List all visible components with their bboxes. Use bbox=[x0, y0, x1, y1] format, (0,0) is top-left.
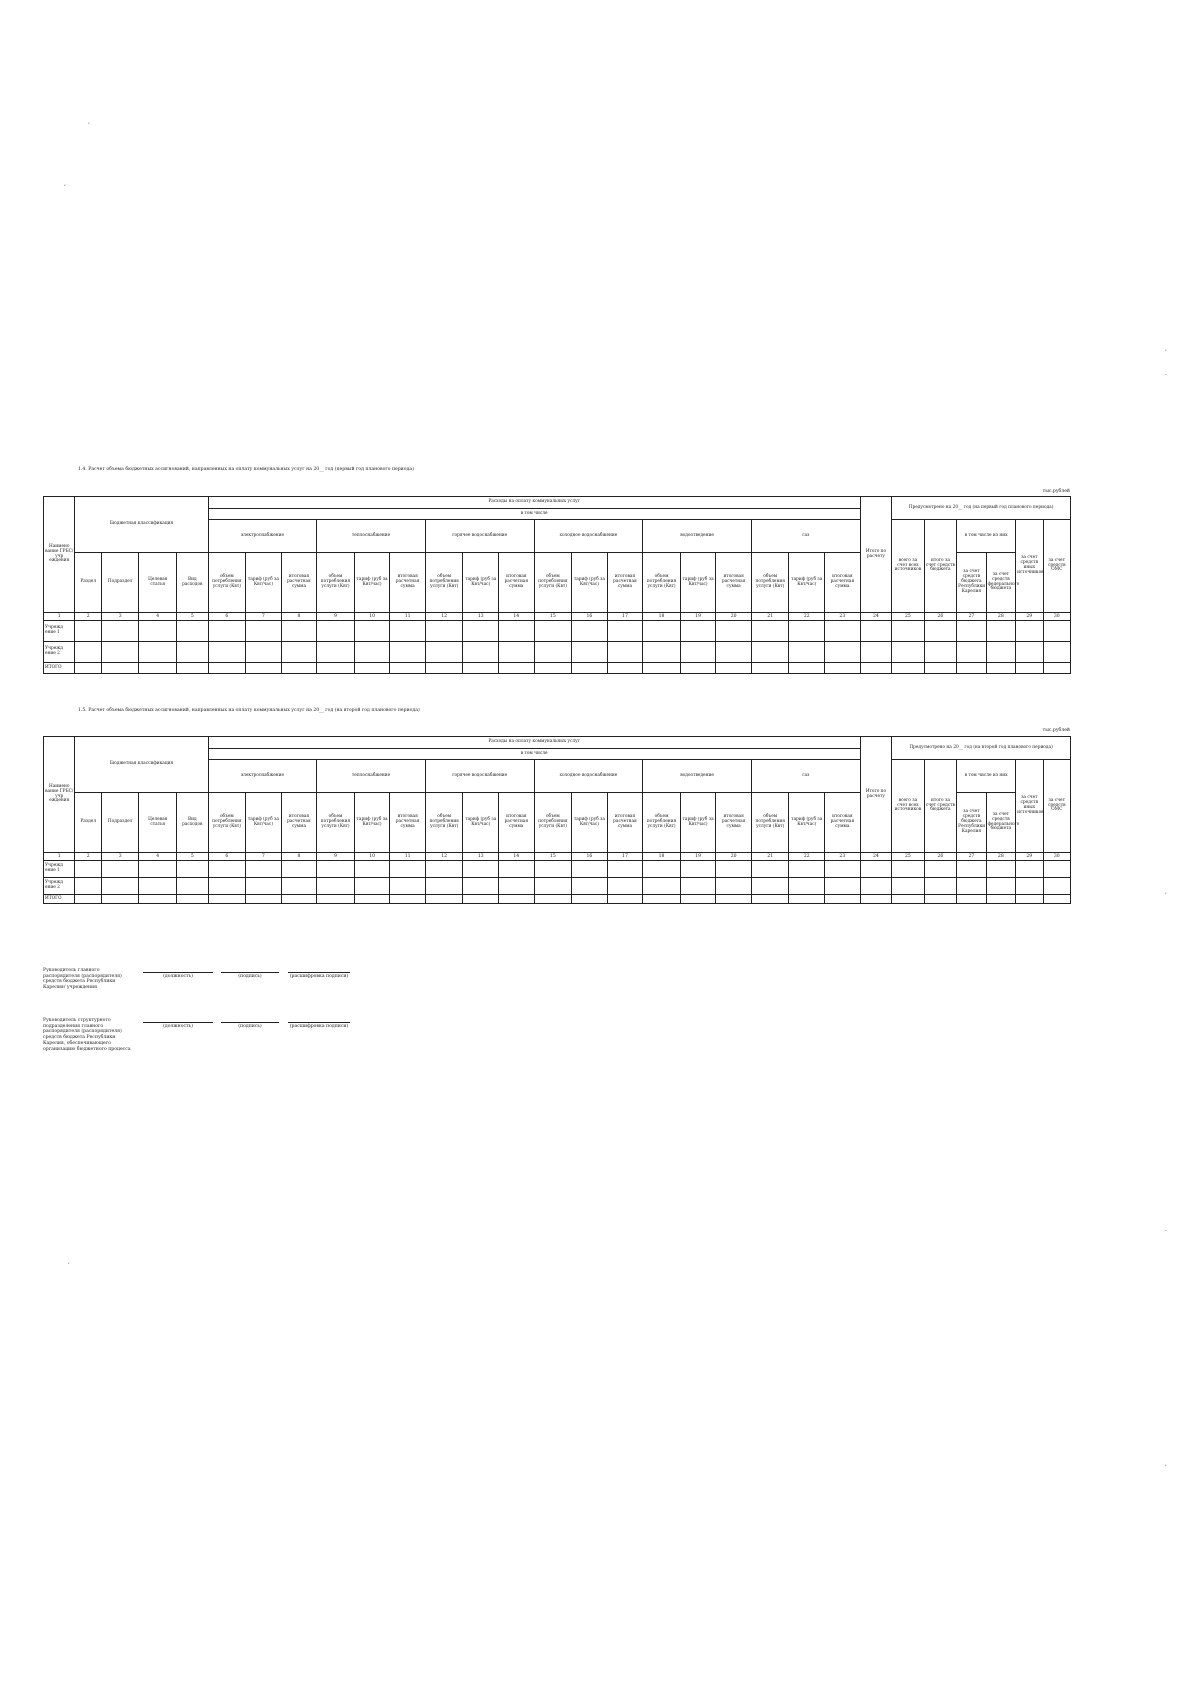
signature-label: Руководитель главного распорядителя (распорядителя) средств бюджета Республики Карелия/ учреждения bbox=[43, 968, 122, 991]
table-row bbox=[44, 861, 1071, 878]
planned-all-sources: всего за счет всех источников bbox=[892, 520, 925, 613]
table-cell bbox=[534, 878, 572, 895]
subcol-sum: итоговая расчетная сумма bbox=[825, 553, 861, 613]
table-row bbox=[44, 663, 1071, 674]
table-cell bbox=[860, 663, 891, 674]
table-cell bbox=[680, 878, 716, 895]
table-cell bbox=[789, 895, 825, 904]
table-cell bbox=[892, 621, 925, 642]
table-cell bbox=[177, 895, 209, 904]
table-cell bbox=[75, 642, 101, 663]
budget-section: Раздел bbox=[75, 793, 101, 853]
table-cell bbox=[643, 663, 681, 674]
table-cell bbox=[789, 621, 825, 642]
planned-all-sources: всего за счет всех источников bbox=[892, 760, 925, 853]
col-vtch: в том числе bbox=[208, 749, 860, 760]
service-electricity: электроснабжение bbox=[208, 760, 317, 793]
table-cell bbox=[1016, 861, 1043, 878]
table-cell bbox=[607, 663, 643, 674]
table-cell bbox=[139, 878, 177, 895]
table-cell bbox=[177, 861, 209, 878]
table-cell bbox=[317, 642, 355, 663]
table-cell bbox=[317, 895, 355, 904]
table-cell bbox=[957, 663, 986, 674]
table-cell bbox=[924, 663, 957, 674]
table-cell bbox=[139, 895, 177, 904]
table-cell bbox=[716, 895, 752, 904]
table-cell bbox=[572, 878, 608, 895]
signature-label: Руководитель структурного подразделения главного распорядителя (распорядителя) средств бюджета Республики Карелия, обеспечивающего организацию бюджетного процесса bbox=[43, 1018, 131, 1052]
table-cell bbox=[246, 642, 282, 663]
table-cell bbox=[499, 895, 535, 904]
table-cell bbox=[425, 621, 463, 642]
signature-block-head bbox=[43, 968, 403, 1018]
row-label: Учрежд ение 2 bbox=[44, 878, 75, 895]
signature-decoding-field: (расшифровка подписи) bbox=[289, 1024, 349, 1029]
subcol-sum: итоговая расчетная сумма bbox=[390, 793, 426, 853]
budget-section: Раздел bbox=[75, 553, 101, 613]
table-cell bbox=[1043, 895, 1071, 904]
table-cell bbox=[534, 642, 572, 663]
budget-expense-type: Вид расходов bbox=[177, 793, 209, 853]
table-cell bbox=[986, 642, 1015, 663]
signature-field: (подпись) bbox=[221, 1022, 279, 1030]
planned-vtch: в том числе из них bbox=[957, 760, 1016, 793]
subcol-tariff: тариф (руб за Квт/час) bbox=[354, 553, 390, 613]
planned-federal-budget: за счет средств федерального бюджета bbox=[986, 553, 1015, 613]
table-cell bbox=[208, 621, 246, 642]
table-cell bbox=[246, 895, 282, 904]
table-cell bbox=[825, 621, 861, 642]
table-cell bbox=[281, 895, 317, 904]
signature-decoding-field: (расшифровка подписи) bbox=[289, 974, 349, 979]
table15-caption: 1.5. Расчет объема бюджетных ассигнований, направленных на оплату коммунальных услуг на 20__ год (на второй год планового периода) bbox=[78, 708, 420, 713]
subcol-sum: итоговая расчетная сумма bbox=[281, 553, 317, 613]
table-cell bbox=[572, 621, 608, 642]
table-cell bbox=[208, 895, 246, 904]
row-label: ИТОГО bbox=[44, 895, 75, 904]
col-budget-classification: Бюджетная классификация bbox=[75, 737, 208, 793]
table-cell bbox=[572, 895, 608, 904]
subcol-volume: объем потребления услуги (Квт) bbox=[425, 793, 463, 853]
subcol-sum: итоговая расчетная сумма bbox=[607, 553, 643, 613]
table-cell bbox=[860, 861, 891, 878]
table14-caption: 1.4. Расчет объема бюджетных ассигнований, направленных на оплату коммунальных услуг на 20__ год (первый год планового периода) bbox=[78, 467, 414, 472]
table-cell bbox=[825, 878, 861, 895]
table-cell bbox=[317, 621, 355, 642]
subcol-sum: итоговая расчетная сумма bbox=[825, 793, 861, 853]
table-cell bbox=[101, 895, 139, 904]
subcol-sum: итоговая расчетная сумма bbox=[499, 553, 535, 613]
subcol-volume: объем потребления услуги (Квт) bbox=[643, 553, 681, 613]
table-cell bbox=[1016, 642, 1043, 663]
table-cell bbox=[246, 861, 282, 878]
table-cell bbox=[716, 642, 752, 663]
budget-subsection: Подраздел bbox=[101, 793, 139, 853]
subcol-tariff: тариф (руб за Квт/час) bbox=[572, 793, 608, 853]
service-heating: теплоснабжение bbox=[317, 760, 426, 793]
table-cell bbox=[425, 663, 463, 674]
planned-republic-budget: за счет средств бюджета Республики Карелия bbox=[957, 553, 986, 613]
table-cell bbox=[354, 861, 390, 878]
table-cell bbox=[390, 642, 426, 663]
service-sewerage: водоотведение bbox=[643, 760, 752, 793]
subcol-sum: итоговая расчетная сумма bbox=[607, 793, 643, 853]
subcol-volume: объем потребления услуги (Квт) bbox=[643, 793, 681, 853]
table-cell bbox=[860, 878, 891, 895]
table-cell bbox=[1043, 878, 1071, 895]
planned-other-sources: за счет средств иных источников bbox=[1016, 760, 1043, 853]
table-cell bbox=[680, 861, 716, 878]
col-name: Наимено вание ГРБС/учр еждения bbox=[44, 737, 75, 853]
table-cell bbox=[208, 878, 246, 895]
col-utility-expenses: Расходы на оплату коммунальных услуг bbox=[208, 737, 860, 749]
table-cell bbox=[680, 663, 716, 674]
subcol-tariff: тариф (руб за Квт/час) bbox=[354, 793, 390, 853]
budget-subsection: Подраздел bbox=[101, 553, 139, 613]
table-cell bbox=[892, 642, 925, 663]
table-cell bbox=[825, 861, 861, 878]
table-cell bbox=[1016, 663, 1043, 674]
table-cell bbox=[1016, 895, 1043, 904]
table-cell bbox=[924, 642, 957, 663]
table-cell bbox=[716, 878, 752, 895]
table-cell bbox=[499, 861, 535, 878]
table-cell bbox=[281, 642, 317, 663]
service-sewerage: водоотведение bbox=[643, 520, 752, 553]
table-cell bbox=[892, 861, 925, 878]
table15 bbox=[43, 736, 1071, 904]
table-cell bbox=[425, 878, 463, 895]
table-cell bbox=[101, 878, 139, 895]
table-cell bbox=[354, 642, 390, 663]
table-cell bbox=[101, 642, 139, 663]
table-cell bbox=[425, 895, 463, 904]
planned-oms: за счет средств ОМС bbox=[1043, 760, 1071, 853]
table-cell bbox=[177, 663, 209, 674]
table-cell bbox=[892, 895, 925, 904]
table-cell bbox=[751, 895, 789, 904]
subcol-volume: объем потребления услуги (Квт) bbox=[208, 553, 246, 613]
table-cell bbox=[751, 861, 789, 878]
table-cell bbox=[607, 878, 643, 895]
table-cell bbox=[463, 621, 499, 642]
position-field: (должность) bbox=[143, 1022, 213, 1030]
table-cell bbox=[716, 621, 752, 642]
table-cell bbox=[643, 861, 681, 878]
table-cell bbox=[860, 895, 891, 904]
subcol-sum: итоговая расчетная сумма bbox=[390, 553, 426, 613]
table-cell bbox=[986, 663, 1015, 674]
table-cell bbox=[390, 861, 426, 878]
table-cell bbox=[499, 878, 535, 895]
table-cell bbox=[177, 621, 209, 642]
table-cell bbox=[924, 878, 957, 895]
subcol-volume: объем потребления услуги (Квт) bbox=[534, 793, 572, 853]
table-cell bbox=[572, 642, 608, 663]
table-cell bbox=[208, 663, 246, 674]
subcol-tariff: тариф (руб за Квт/час) bbox=[463, 553, 499, 613]
table-cell bbox=[281, 861, 317, 878]
table-cell bbox=[177, 642, 209, 663]
table-cell bbox=[924, 895, 957, 904]
column-numbers-row: 1 2 3 4 5 6 7 8 9 10 11 12 13 14 15 16 17 18 19 20 21 22 23 24 25 26 27 28 29 30 bbox=[44, 853, 1071, 861]
service-hot-water: горячее водоснабжение bbox=[425, 520, 534, 553]
subcol-tariff: тариф (руб за Квт/час) bbox=[680, 793, 716, 853]
col-name: Наимено вание ГРБС/учр еждения bbox=[44, 497, 75, 613]
table-cell bbox=[75, 861, 101, 878]
table-cell bbox=[789, 663, 825, 674]
table-cell bbox=[425, 642, 463, 663]
table-cell bbox=[534, 861, 572, 878]
budget-target-article: Целевая статья bbox=[139, 553, 177, 613]
table-cell bbox=[986, 895, 1015, 904]
service-cold-water: холодное водоснабжение bbox=[534, 760, 643, 793]
service-heating: теплоснабжение bbox=[317, 520, 426, 553]
planned-other-sources: за счет средств иных источников bbox=[1016, 520, 1043, 613]
budget-target-article: Целевая статья bbox=[139, 793, 177, 853]
table-cell bbox=[354, 663, 390, 674]
table14-units: тыс.рублей bbox=[1042, 489, 1070, 494]
subcol-tariff: тариф (руб за Квт/час) bbox=[789, 553, 825, 613]
table-cell bbox=[643, 621, 681, 642]
signature-section bbox=[43, 968, 403, 1088]
subcol-volume: объем потребления услуги (Квт) bbox=[751, 793, 789, 853]
table-cell bbox=[463, 895, 499, 904]
table-cell bbox=[101, 621, 139, 642]
row-label: ИТОГО bbox=[44, 663, 75, 674]
table-cell bbox=[751, 663, 789, 674]
table-cell bbox=[139, 663, 177, 674]
table-cell bbox=[716, 663, 752, 674]
table-cell bbox=[789, 642, 825, 663]
column-numbers-row: 1 2 3 4 5 6 7 8 9 10 11 12 13 14 15 16 17 18 19 20 21 22 23 24 25 26 27 28 29 30 bbox=[44, 613, 1071, 621]
table-cell bbox=[534, 895, 572, 904]
service-cold-water: холодное водоснабжение bbox=[534, 520, 643, 553]
subcol-tariff: тариф (руб за Квт/час) bbox=[789, 793, 825, 853]
table-cell bbox=[75, 878, 101, 895]
table-cell bbox=[986, 878, 1015, 895]
table-cell bbox=[1016, 878, 1043, 895]
table-cell bbox=[246, 621, 282, 642]
subcol-tariff: тариф (руб за Квт/час) bbox=[246, 793, 282, 853]
subcol-tariff: тариф (руб за Квт/час) bbox=[680, 553, 716, 613]
table-cell bbox=[1043, 663, 1071, 674]
table-cell bbox=[1043, 861, 1071, 878]
table-cell bbox=[139, 861, 177, 878]
table-row bbox=[44, 621, 1071, 642]
table-cell bbox=[317, 861, 355, 878]
table-cell bbox=[892, 878, 925, 895]
table-cell bbox=[534, 663, 572, 674]
table-cell bbox=[860, 621, 891, 642]
row-label: Учрежд ение 2 bbox=[44, 642, 75, 663]
subcol-sum: итоговая расчетная сумма bbox=[499, 793, 535, 853]
table-cell bbox=[607, 642, 643, 663]
table-cell bbox=[390, 663, 426, 674]
subcol-volume: объем потребления услуги (Квт) bbox=[751, 553, 789, 613]
table-cell bbox=[317, 663, 355, 674]
table-cell bbox=[1016, 621, 1043, 642]
service-electricity: электроснабжение bbox=[208, 520, 317, 553]
table-cell bbox=[354, 895, 390, 904]
row-label: Учрежд ение 1 bbox=[44, 621, 75, 642]
table-cell bbox=[986, 861, 1015, 878]
signature-field: (подпись) bbox=[221, 972, 279, 980]
subcol-volume: объем потребления услуги (Квт) bbox=[534, 553, 572, 613]
table-cell bbox=[1043, 642, 1071, 663]
table-cell bbox=[425, 861, 463, 878]
subcol-sum: итоговая расчетная сумма bbox=[281, 793, 317, 853]
table-cell bbox=[463, 861, 499, 878]
table-cell bbox=[139, 621, 177, 642]
table-cell bbox=[643, 895, 681, 904]
subcol-tariff: тариф (руб за Квт/час) bbox=[246, 553, 282, 613]
col-planned: Предусмотрено на 20__ год (на первый год планового периода) bbox=[892, 497, 1071, 520]
col-planned: Предусмотрено на 20__ год (на второй год планового периода) bbox=[892, 737, 1071, 760]
col-utility-expenses: Расходы на оплату коммунальных услуг bbox=[208, 497, 860, 509]
table-cell bbox=[607, 621, 643, 642]
table-cell bbox=[534, 621, 572, 642]
table-row bbox=[44, 642, 1071, 663]
table-cell bbox=[463, 878, 499, 895]
planned-federal-budget: за счет средств федерального бюджета bbox=[986, 793, 1015, 853]
table-cell bbox=[825, 895, 861, 904]
table-cell bbox=[680, 642, 716, 663]
table-cell bbox=[789, 878, 825, 895]
service-gas: газ bbox=[751, 520, 860, 553]
table-cell bbox=[957, 642, 986, 663]
table-cell bbox=[246, 663, 282, 674]
table-cell bbox=[892, 663, 925, 674]
col-total: Итого по расчету bbox=[860, 737, 891, 853]
col-vtch: в том числе bbox=[208, 509, 860, 520]
table-cell bbox=[463, 642, 499, 663]
table-row bbox=[44, 878, 1071, 895]
table-cell bbox=[643, 878, 681, 895]
table-cell bbox=[208, 861, 246, 878]
table-cell bbox=[825, 642, 861, 663]
table-cell bbox=[957, 878, 986, 895]
planned-budget: итого за счет средств бюджета bbox=[924, 520, 957, 613]
row-label: Учрежд ение 1 bbox=[44, 861, 75, 878]
table-cell bbox=[607, 895, 643, 904]
subcol-tariff: тариф (руб за Квт/час) bbox=[572, 553, 608, 613]
table-cell bbox=[390, 878, 426, 895]
table-cell bbox=[924, 861, 957, 878]
table-cell bbox=[572, 861, 608, 878]
table-cell bbox=[246, 878, 282, 895]
table-cell bbox=[751, 642, 789, 663]
table-cell bbox=[75, 663, 101, 674]
table-cell bbox=[716, 861, 752, 878]
table-cell bbox=[390, 895, 426, 904]
table-row bbox=[44, 895, 1071, 904]
signature-block-structural bbox=[43, 1018, 403, 1088]
budget-expense-type: Вид расходов bbox=[177, 553, 209, 613]
table15-units: тыс.рублей bbox=[1042, 728, 1070, 733]
table-cell bbox=[101, 663, 139, 674]
subcol-volume: объем потребления услуги (Квт) bbox=[317, 553, 355, 613]
table-cell bbox=[281, 878, 317, 895]
planned-republic-budget: за счет средств бюджета Республики Карелия bbox=[957, 793, 986, 853]
table-cell bbox=[177, 878, 209, 895]
subcol-volume: объем потребления услуги (Квт) bbox=[208, 793, 246, 853]
planned-oms: за счет средств ОМС bbox=[1043, 520, 1071, 613]
subcol-volume: объем потребления услуги (Квт) bbox=[317, 793, 355, 853]
col-total: Итого по расчету bbox=[860, 497, 891, 613]
table-cell bbox=[789, 861, 825, 878]
table-cell bbox=[643, 642, 681, 663]
table-cell bbox=[75, 895, 101, 904]
table-cell bbox=[607, 861, 643, 878]
col-budget-classification: Бюджетная классификация bbox=[75, 497, 208, 553]
table-cell bbox=[499, 621, 535, 642]
table14 bbox=[43, 496, 1071, 674]
table-cell bbox=[281, 621, 317, 642]
table-cell bbox=[208, 642, 246, 663]
table-cell bbox=[957, 621, 986, 642]
subcol-sum: итоговая расчетная сумма bbox=[716, 553, 752, 613]
table-cell bbox=[825, 663, 861, 674]
service-hot-water: горячее водоснабжение bbox=[425, 760, 534, 793]
table-cell bbox=[572, 663, 608, 674]
table-cell bbox=[751, 878, 789, 895]
table-cell bbox=[390, 621, 426, 642]
subcol-sum: итоговая расчетная сумма bbox=[716, 793, 752, 853]
table-cell bbox=[499, 663, 535, 674]
table-cell bbox=[139, 642, 177, 663]
service-gas: газ bbox=[751, 760, 860, 793]
table-cell bbox=[354, 621, 390, 642]
table-cell bbox=[281, 663, 317, 674]
table-cell bbox=[680, 895, 716, 904]
table-cell bbox=[463, 663, 499, 674]
table-cell bbox=[957, 861, 986, 878]
table-cell bbox=[957, 895, 986, 904]
position-field: (должность) bbox=[143, 972, 213, 980]
table-cell bbox=[680, 621, 716, 642]
planned-vtch: в том числе из них bbox=[957, 520, 1016, 553]
table-cell bbox=[986, 621, 1015, 642]
table-cell bbox=[75, 621, 101, 642]
table-cell bbox=[354, 878, 390, 895]
subcol-tariff: тариф (руб за Квт/час) bbox=[463, 793, 499, 853]
table-cell bbox=[317, 878, 355, 895]
table-cell bbox=[924, 621, 957, 642]
table-cell bbox=[1043, 621, 1071, 642]
table-cell bbox=[860, 642, 891, 663]
table-cell bbox=[751, 621, 789, 642]
table-cell bbox=[101, 861, 139, 878]
table-cell bbox=[499, 642, 535, 663]
planned-budget: итого за счет средств бюджета bbox=[924, 760, 957, 853]
subcol-volume: объем потребления услуги (Квт) bbox=[425, 553, 463, 613]
